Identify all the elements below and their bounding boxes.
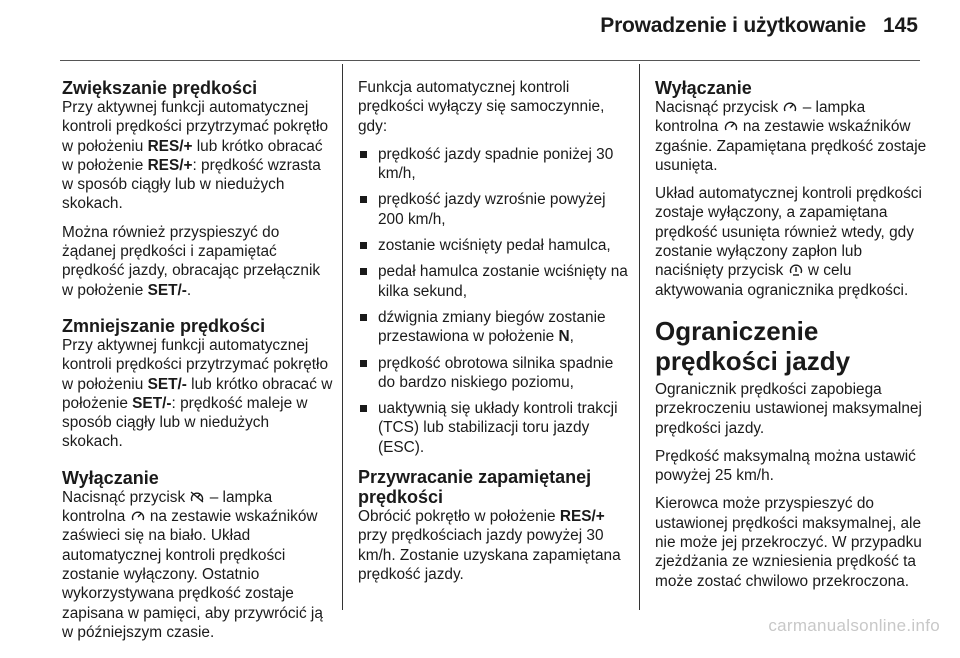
text-run: Układ automatycznej kontroli prędkości zostaje wyłączony, a zapamiętana prędkość usunięta również wtedy, gdy zostanie wyłączony zapłon lub naciśnięty przycisk [655,185,922,280]
text-run: : prędkość wzrasta w sposób ciągły lub w niedużych skokach. [62,156,321,213]
column-1 [62,78,334,658]
section-speed-limiter [655,316,927,591]
column-2 [358,78,632,600]
cruise-off-icon [190,491,204,503]
text-run: lub krótko obracać w położenie [62,375,333,412]
paragraph [358,507,632,584]
paragraph: Funkcja automatycznej kontroli prędkości wyłączy się samoczynnie, gdy: [358,79,605,135]
text-run: – lampka kontrolna [62,488,273,526]
section-switch-off-2 [655,78,927,300]
text-run: na zestawie wskaźników zgaśnie. Zapamiętana prędkość zostaje usunięta. [655,118,927,174]
page-header-title: Prowadzenie i użytkowanie [600,14,866,37]
cruise-control-lamp-icon [131,510,145,522]
section-heading: Przywracanie zapamiętanej prędkości [358,467,592,508]
list-item: zostanie wciśnięty pedał hamulca, [358,236,632,255]
page-header [0,0,960,60]
speed-limiter-icon [789,264,803,276]
header-rule [60,60,920,61]
text-run: Nacisnąć przycisk [655,99,783,116]
chapter-heading: Ograniczenie prędkości jazdy [655,315,851,376]
section-resume-speed [358,467,632,584]
section-heading: Zwiększanie prędkości [62,78,258,98]
text-run: przy prędkościach jazdy powyżej 30 km/h. Zostanie uzyskana zapamiętana prędkość jazdy. [358,527,621,583]
text-run: Przy aktywnej funkcji automatycznej kontroli prędkości przytrzymać pokrętło w położeniu [62,99,329,155]
text-run: – lampka kontrolna [655,99,866,136]
control-label: N [558,328,570,346]
paragraph [62,98,334,214]
list-item: prędkość obrotowa silnika spadnie do bardzo niskiego poziomu, [358,354,632,393]
cruise-control-lamp-icon [724,120,738,132]
list-item: prędkość jazdy spadnie poniżej 30 km/h, [358,145,632,184]
paragraph: Ogranicznik prędkości zapobiega przekroczeniu ustawionej maksymalnej prędkości jazdy. [655,380,922,437]
control-label: RES/+ [559,508,605,526]
section-increase-speed [62,78,334,300]
paragraph: Kierowca może przyspieszyć do ustawionej prędkości maksymalnej, ale nie może jej przekroczyć. W przypadku zjeżdżania ze wzniesienia prędkość ta może zostać chwilowo przekroczona. [655,495,922,590]
section-heading: Zmniejszanie prędkości [62,315,266,336]
text-run: w celu aktywowania ogranicznika prędkości. [655,262,909,299]
column-divider [342,64,343,610]
list-item: uaktywnią się układy kontroli trakcji (TCS) lub stabilizacji toru jazdy (ESC). [358,399,632,457]
auto-off-conditions-list [358,145,632,457]
section-switch-off [62,468,334,642]
text-run: Przy aktywnej funkcji automatycznej kontroli prędkości przytrzymać pokrętło w położeniu [62,336,329,393]
paragraph [655,98,927,175]
paragraph: Prędkość maksymalną można ustawić powyżej 25 km/h. [655,447,916,485]
cruise-control-lamp-icon [783,101,797,113]
watermark: carmanualsonline.info [768,616,940,635]
text-run: Obrócić pokrętło w położenie [358,508,560,526]
column-3 [655,78,927,607]
paragraph [655,184,927,300]
list-item: pedał hamulca zostanie wciśnięty na kilka sekund, [358,262,632,301]
text-run: . [186,281,192,299]
page-number: 145 [882,14,918,37]
control-label: RES/+ [147,156,193,174]
text-run: , [569,328,574,346]
section-heading: Wyłączanie [655,78,752,98]
text-run: Można również przyspieszyć do żądanej prędkości i zapamiętać prędkość jazdy, obracając przełącznik w położenie [62,223,321,299]
paragraph [62,223,334,300]
control-label: SET/- [147,375,187,393]
paragraph [62,488,334,642]
section-decrease-speed [62,316,334,452]
section-heading: Wyłączanie [62,467,159,488]
control-label: SET/- [132,394,172,412]
text-run: na zestawie wskaźników zaświeci się na biało. Układ automatycznej kontroli prędkości zostanie wyłączony. Ostatnio wykorzystywana prędkość zostaje zapisana w pamięci, aby przywrócić ją w późniejszym czasie. [62,508,323,641]
control-label: RES/+ [147,137,193,155]
text-run: lub krótko obracać w położenie [62,137,323,174]
text-run: dźwignia zmiany biegów zostanie przestawiona w położenie [378,308,606,346]
text-run: Nacisnąć przycisk [62,488,190,506]
list-item: prędkość jazdy wzrośnie powyżej 200 km/h, [358,190,632,229]
text-run: : prędkość maleje w sposób ciągły lub w niedużych skokach. [62,394,308,451]
column-divider [639,64,640,610]
control-label: SET/- [147,281,187,299]
paragraph [62,336,334,452]
list-item [358,308,632,347]
